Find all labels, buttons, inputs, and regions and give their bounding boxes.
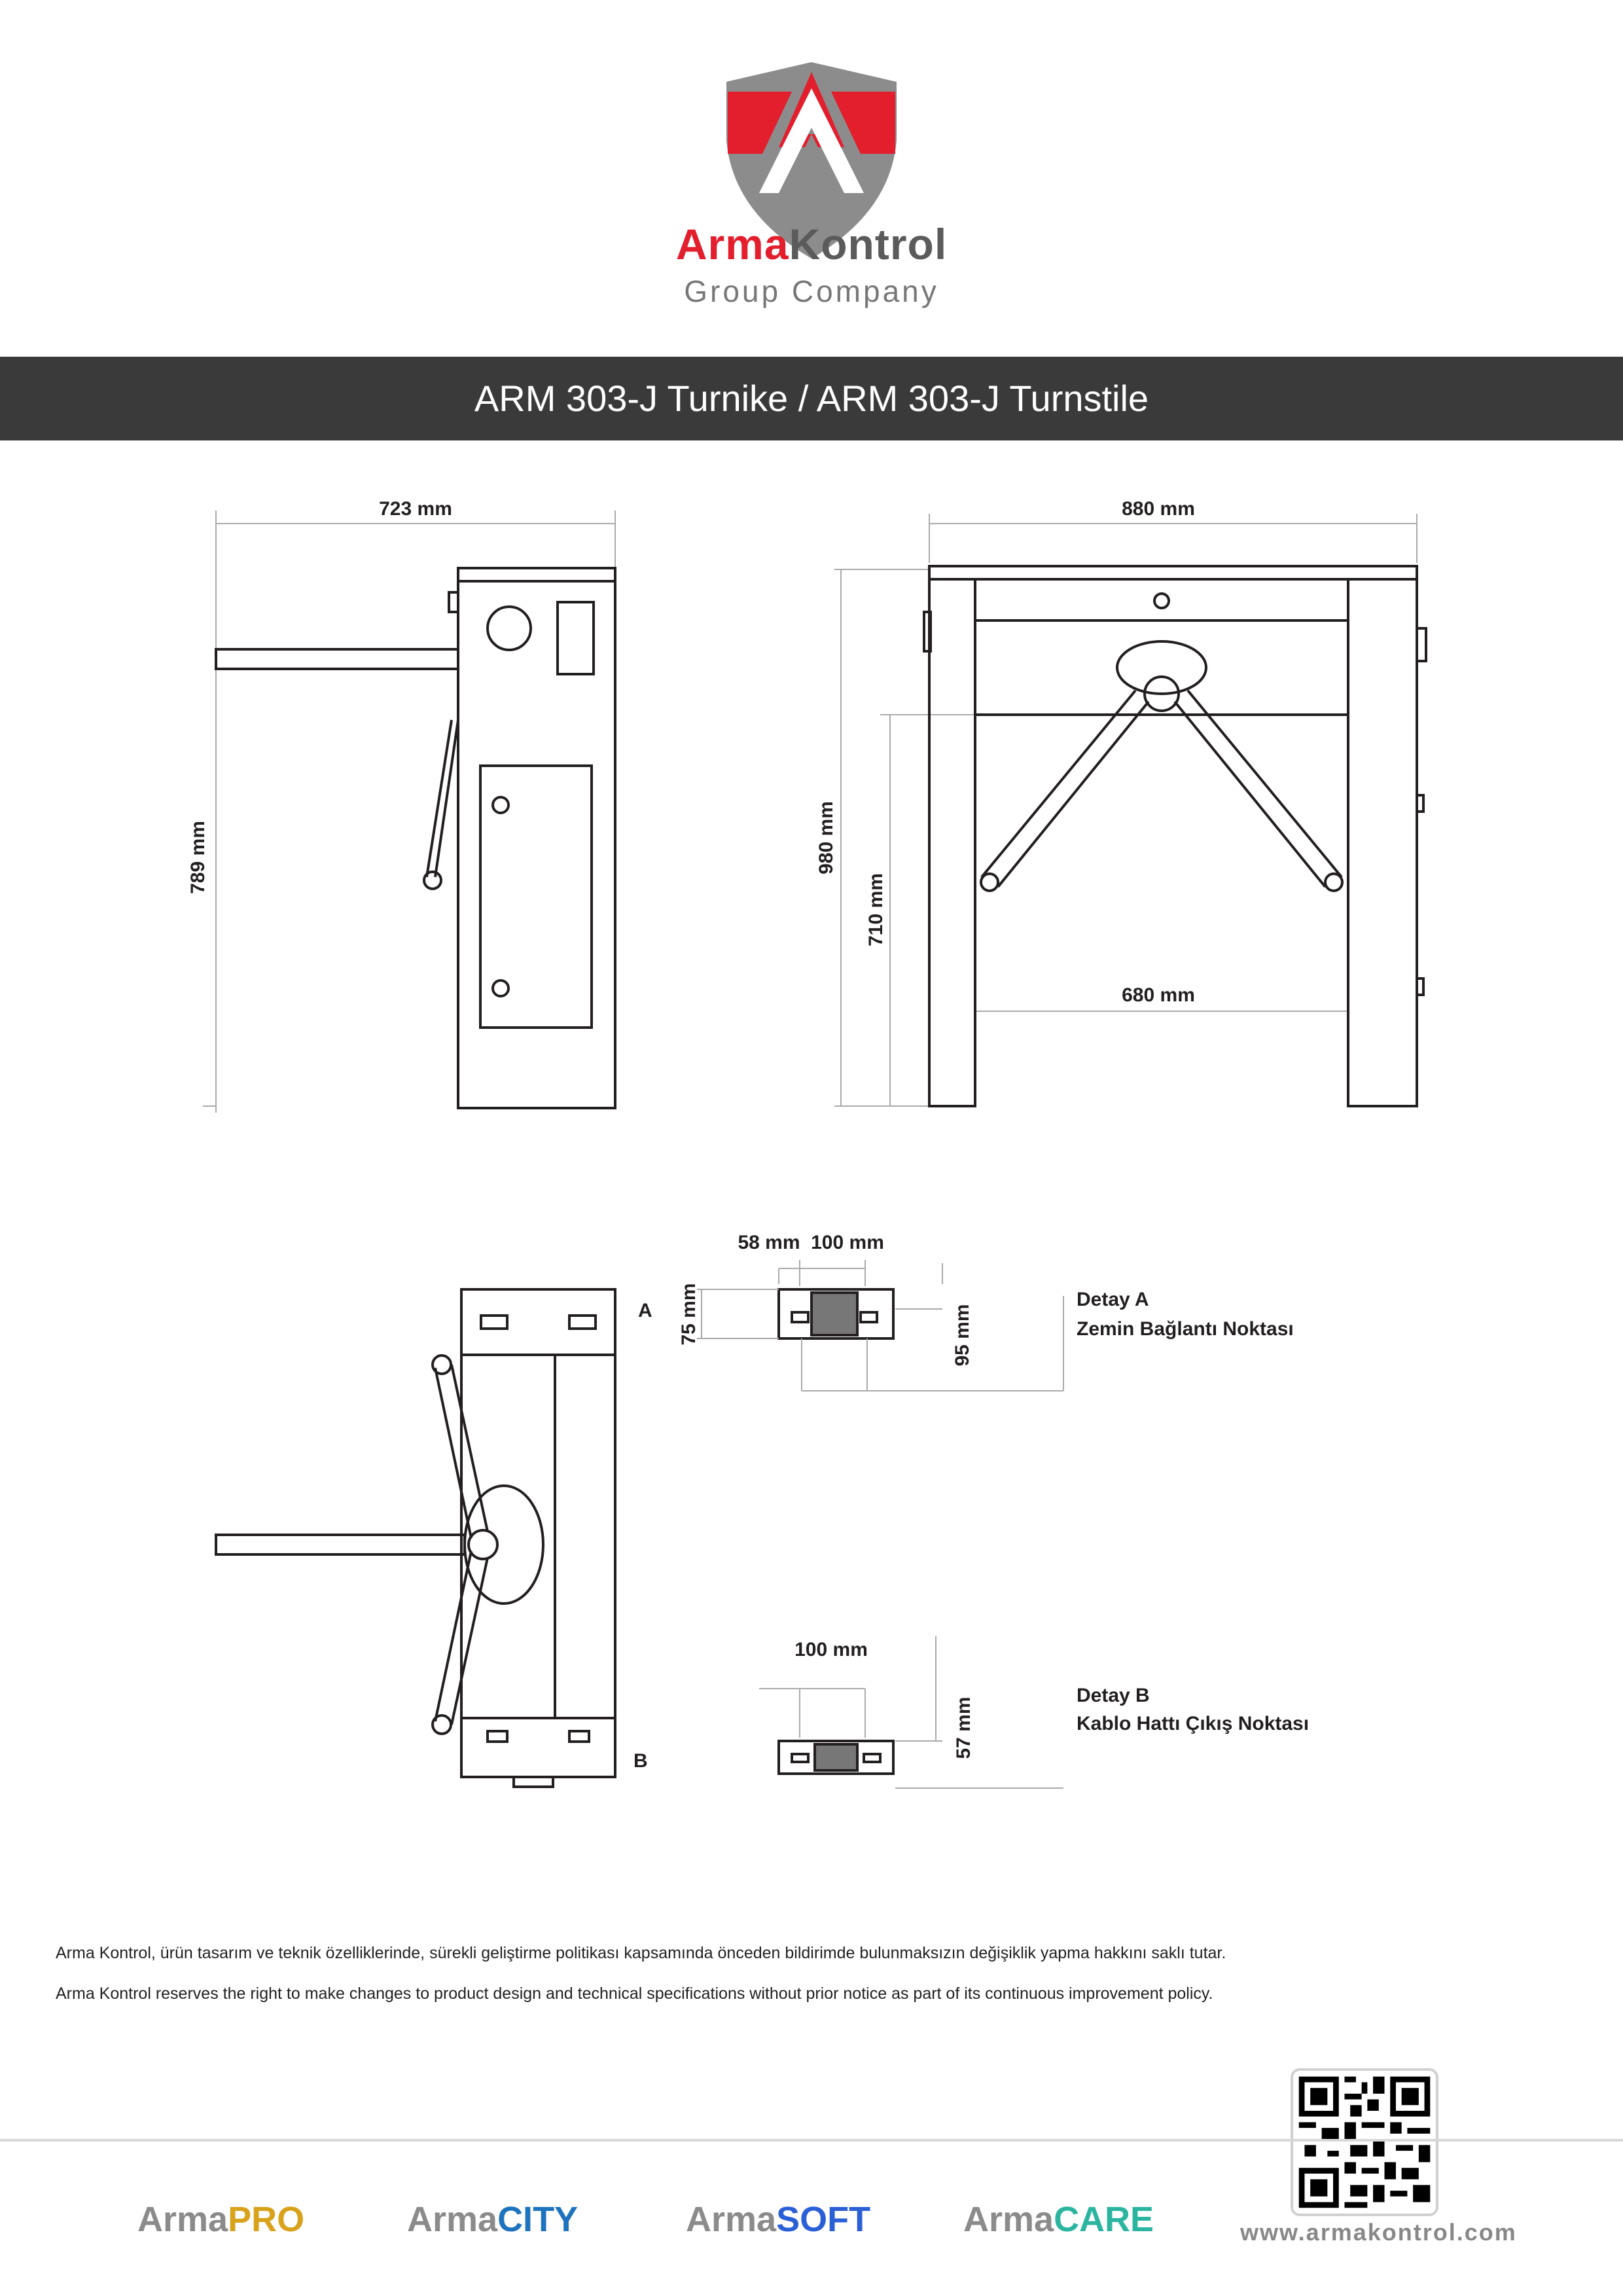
- dim-arm-height: 710 mm: [865, 873, 887, 946]
- dim-detail-a-100: 100 mm: [811, 1232, 884, 1253]
- disclaimer-english: Arma Kontrol reserves the right to make changes to product design and technical specifications without prior notice as part of its continuous improvement policy.: [56, 1984, 1213, 2003]
- dim-front-height: 980 mm: [815, 801, 837, 874]
- footer-brand-armasoft[interactable]: ArmaSOFT: [686, 2200, 871, 2239]
- brand-subtitle: Group Company: [684, 274, 939, 308]
- dim-detail-a-75: 75 mm: [678, 1283, 700, 1346]
- marker-b: B: [633, 1750, 648, 1772]
- footer-divider: [0, 2139, 1623, 2142]
- dim-detail-b-57: 57 mm: [953, 1696, 974, 1759]
- qr-code[interactable]: [1291, 2068, 1438, 2216]
- detail-a-description: Zemin Bağlantı Noktası: [1077, 1318, 1294, 1340]
- top-view-drawing: [216, 1289, 615, 1787]
- footer-brand-armacity[interactable]: ArmaCITY: [407, 2200, 579, 2239]
- marker-a: A: [638, 1300, 652, 1321]
- dim-side-width: 723 mm: [379, 498, 452, 520]
- dim-passage-width: 680 mm: [1122, 984, 1195, 1006]
- detail-a-drawing: [697, 1260, 1063, 1391]
- side-view-drawing: [203, 511, 615, 1113]
- dim-detail-a-95: 95 mm: [952, 1304, 973, 1367]
- website-link[interactable]: www.armakontrol.com: [1240, 2219, 1517, 2246]
- dim-detail-a-58: 58 mm: [738, 1232, 800, 1253]
- detail-b-description: Kablo Hattı Çıkış Noktası: [1077, 1713, 1310, 1734]
- technical-drawings: [0, 458, 1623, 1833]
- brand-name: ArmaKontrol: [675, 220, 948, 268]
- dim-detail-b-100: 100 mm: [794, 1639, 868, 1660]
- dim-front-width: 880 mm: [1122, 498, 1195, 520]
- front-view-drawing: [834, 514, 1426, 1106]
- footer-brand-armapro[interactable]: ArmaPRO: [137, 2200, 305, 2239]
- footer-brand-armacare[interactable]: ArmaCARE: [963, 2200, 1154, 2239]
- disclaimer-turkish: Arma Kontrol, ürün tasarım ve teknik özelliklerinde, sürekli geliştirme politikası kapsamında önceden bildirimde bulunmaksızın değişiklik yapma hakkını saklı tutar.: [56, 1944, 1226, 1962]
- dim-side-height: 789 mm: [187, 821, 209, 894]
- detail-b-title: Detay B: [1077, 1685, 1150, 1706]
- document-title: ARM 303-J Turnike / ARM 303-J Turnstile: [0, 357, 1623, 440]
- detail-a-title: Detay A: [1077, 1289, 1149, 1310]
